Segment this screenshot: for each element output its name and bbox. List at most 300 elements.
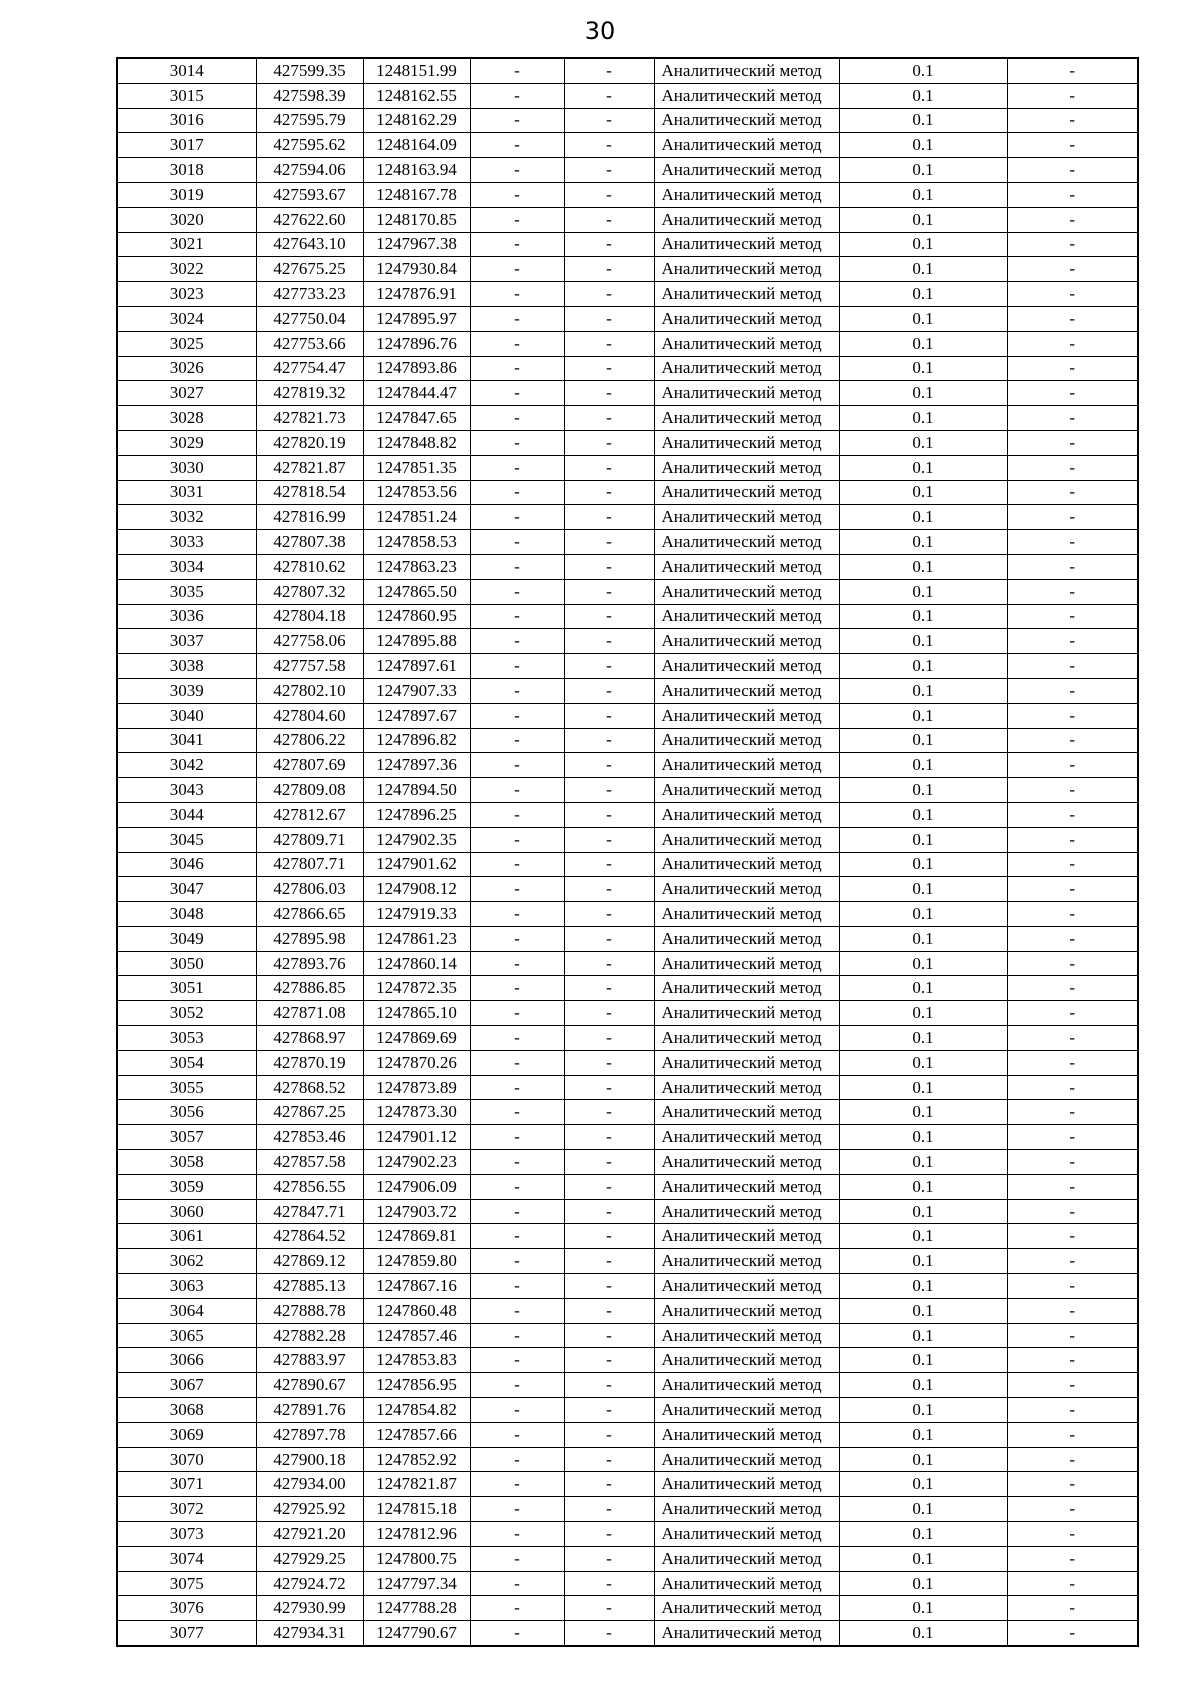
x-coordinate-cell: 427807.71 [256,852,363,877]
empty-cell-2: - [564,1522,654,1547]
point-number-cell: 3074 [117,1546,256,1571]
empty-cell-3: - [1007,158,1138,183]
x-coordinate-cell: 427757.58 [256,654,363,679]
empty-cell-3: - [1007,207,1138,232]
accuracy-cell: 0.1 [839,430,1007,455]
method-cell: Аналитический метод [654,1373,839,1398]
table-row [117,133,1138,158]
empty-cell-2: - [564,133,654,158]
table-row [117,257,1138,282]
empty-cell-3: - [1007,1100,1138,1125]
empty-cell-1: - [470,728,564,753]
empty-cell-1: - [470,1373,564,1398]
table-row [117,678,1138,703]
empty-cell-1: - [470,331,564,356]
method-cell: Аналитический метод [654,406,839,431]
empty-cell-1: - [470,306,564,331]
point-number-cell: 3067 [117,1373,256,1398]
table-row [117,158,1138,183]
empty-cell-1: - [470,778,564,803]
empty-cell-2: - [564,654,654,679]
point-number-cell: 3051 [117,976,256,1001]
accuracy-cell: 0.1 [839,1026,1007,1051]
method-cell: Аналитический метод [654,877,839,902]
accuracy-cell: 0.1 [839,381,1007,406]
empty-cell-2: - [564,1298,654,1323]
empty-cell-2: - [564,1150,654,1175]
y-coordinate-cell: 1247895.97 [363,306,470,331]
accuracy-cell: 0.1 [839,1422,1007,1447]
empty-cell-2: - [564,902,654,927]
x-coordinate-cell: 427809.08 [256,778,363,803]
point-number-cell: 3069 [117,1422,256,1447]
method-cell: Аналитический метод [654,356,839,381]
y-coordinate-cell: 1247907.33 [363,678,470,703]
method-cell: Аналитический метод [654,1150,839,1175]
table-row [117,753,1138,778]
empty-cell-3: - [1007,654,1138,679]
point-number-cell: 3023 [117,282,256,307]
point-number-cell: 3015 [117,83,256,108]
accuracy-cell: 0.1 [839,232,1007,257]
empty-cell-1: - [470,1522,564,1547]
point-number-cell: 3044 [117,802,256,827]
empty-cell-2: - [564,182,654,207]
table-row [117,827,1138,852]
method-cell: Аналитический метод [654,257,839,282]
table-row [117,108,1138,133]
empty-cell-2: - [564,505,654,530]
accuracy-cell: 0.1 [839,306,1007,331]
x-coordinate-cell: 427871.08 [256,1001,363,1026]
empty-cell-2: - [564,530,654,555]
table-row [117,554,1138,579]
empty-cell-2: - [564,1422,654,1447]
x-coordinate-cell: 427804.18 [256,604,363,629]
x-coordinate-cell: 427733.23 [256,282,363,307]
method-cell: Аналитический метод [654,1001,839,1026]
table-row [117,852,1138,877]
empty-cell-1: - [470,480,564,505]
point-number-cell: 3057 [117,1125,256,1150]
x-coordinate-cell: 427820.19 [256,430,363,455]
table-row [117,579,1138,604]
empty-cell-3: - [1007,1249,1138,1274]
accuracy-cell: 0.1 [839,1100,1007,1125]
empty-cell-1: - [470,133,564,158]
empty-cell-3: - [1007,678,1138,703]
accuracy-cell: 0.1 [839,1621,1007,1646]
empty-cell-2: - [564,703,654,728]
table-row [117,703,1138,728]
table-row [117,430,1138,455]
table-row [117,976,1138,1001]
accuracy-cell: 0.1 [839,1174,1007,1199]
empty-cell-2: - [564,554,654,579]
x-coordinate-cell: 427818.54 [256,480,363,505]
empty-cell-3: - [1007,604,1138,629]
empty-cell-1: - [470,58,564,83]
accuracy-cell: 0.1 [839,554,1007,579]
point-number-cell: 3058 [117,1150,256,1175]
x-coordinate-cell: 427754.47 [256,356,363,381]
empty-cell-2: - [564,1596,654,1621]
empty-cell-1: - [470,1323,564,1348]
table-row [117,1249,1138,1274]
x-coordinate-cell: 427900.18 [256,1447,363,1472]
accuracy-cell: 0.1 [839,282,1007,307]
coordinates-table [116,57,1139,1647]
x-coordinate-cell: 427847.71 [256,1199,363,1224]
point-number-cell: 3020 [117,207,256,232]
empty-cell-1: - [470,1398,564,1423]
empty-cell-3: - [1007,976,1138,1001]
empty-cell-2: - [564,1199,654,1224]
y-coordinate-cell: 1247851.35 [363,455,470,480]
empty-cell-2: - [564,480,654,505]
table-row [117,58,1138,83]
point-number-cell: 3042 [117,753,256,778]
point-number-cell: 3060 [117,1199,256,1224]
method-cell: Аналитический метод [654,728,839,753]
empty-cell-2: - [564,1398,654,1423]
table-row [117,1298,1138,1323]
accuracy-cell: 0.1 [839,1274,1007,1299]
accuracy-cell: 0.1 [839,1497,1007,1522]
point-number-cell: 3050 [117,951,256,976]
y-coordinate-cell: 1247896.25 [363,802,470,827]
table-row [117,1001,1138,1026]
method-cell: Аналитический метод [654,827,839,852]
y-coordinate-cell: 1247797.34 [363,1571,470,1596]
method-cell: Аналитический метод [654,1546,839,1571]
point-number-cell: 3019 [117,182,256,207]
empty-cell-1: - [470,678,564,703]
method-cell: Аналитический метод [654,381,839,406]
x-coordinate-cell: 427594.06 [256,158,363,183]
empty-cell-1: - [470,1447,564,1472]
table-row [117,877,1138,902]
empty-cell-3: - [1007,579,1138,604]
method-cell: Аналитический метод [654,505,839,530]
empty-cell-1: - [470,1075,564,1100]
table-row [117,1546,1138,1571]
table-row [117,232,1138,257]
empty-cell-1: - [470,951,564,976]
accuracy-cell: 0.1 [839,926,1007,951]
y-coordinate-cell: 1247863.23 [363,554,470,579]
empty-cell-3: - [1007,1546,1138,1571]
method-cell: Аналитический метод [654,1422,839,1447]
accuracy-cell: 0.1 [839,505,1007,530]
accuracy-cell: 0.1 [839,877,1007,902]
empty-cell-3: - [1007,331,1138,356]
empty-cell-3: - [1007,554,1138,579]
method-cell: Аналитический метод [654,629,839,654]
accuracy-cell: 0.1 [839,182,1007,207]
x-coordinate-cell: 427866.65 [256,902,363,927]
method-cell: Аналитический метод [654,1100,839,1125]
empty-cell-3: - [1007,926,1138,951]
accuracy-cell: 0.1 [839,802,1007,827]
table-row [117,1422,1138,1447]
method-cell: Аналитический метод [654,1274,839,1299]
accuracy-cell: 0.1 [839,629,1007,654]
accuracy-cell: 0.1 [839,108,1007,133]
x-coordinate-cell: 427804.60 [256,703,363,728]
accuracy-cell: 0.1 [839,852,1007,877]
point-number-cell: 3068 [117,1398,256,1423]
x-coordinate-cell: 427806.22 [256,728,363,753]
method-cell: Аналитический метод [654,778,839,803]
method-cell: Аналитический метод [654,430,839,455]
empty-cell-3: - [1007,1522,1138,1547]
point-number-cell: 3048 [117,902,256,927]
empty-cell-2: - [564,455,654,480]
y-coordinate-cell: 1247896.82 [363,728,470,753]
method-cell: Аналитический метод [654,1075,839,1100]
table-row [117,1373,1138,1398]
method-cell: Аналитический метод [654,703,839,728]
x-coordinate-cell: 427810.62 [256,554,363,579]
x-coordinate-cell: 427821.73 [256,406,363,431]
x-coordinate-cell: 427856.55 [256,1174,363,1199]
point-number-cell: 3030 [117,455,256,480]
empty-cell-1: - [470,1100,564,1125]
empty-cell-2: - [564,926,654,951]
empty-cell-3: - [1007,1050,1138,1075]
empty-cell-3: - [1007,133,1138,158]
x-coordinate-cell: 427864.52 [256,1224,363,1249]
accuracy-cell: 0.1 [839,83,1007,108]
x-coordinate-cell: 427867.25 [256,1100,363,1125]
method-cell: Аналитический метод [654,1174,839,1199]
method-cell: Аналитический метод [654,1199,839,1224]
y-coordinate-cell: 1247853.56 [363,480,470,505]
empty-cell-2: - [564,1373,654,1398]
y-coordinate-cell: 1247857.66 [363,1422,470,1447]
empty-cell-2: - [564,802,654,827]
y-coordinate-cell: 1247872.35 [363,976,470,1001]
point-number-cell: 3033 [117,530,256,555]
empty-cell-3: - [1007,1199,1138,1224]
empty-cell-1: - [470,1422,564,1447]
accuracy-cell: 0.1 [839,951,1007,976]
point-number-cell: 3043 [117,778,256,803]
table-row [117,505,1138,530]
empty-cell-3: - [1007,182,1138,207]
point-number-cell: 3056 [117,1100,256,1125]
y-coordinate-cell: 1247860.48 [363,1298,470,1323]
empty-cell-3: - [1007,902,1138,927]
point-number-cell: 3055 [117,1075,256,1100]
method-cell: Аналитический метод [654,1348,839,1373]
accuracy-cell: 0.1 [839,579,1007,604]
empty-cell-3: - [1007,430,1138,455]
point-number-cell: 3054 [117,1050,256,1075]
point-number-cell: 3035 [117,579,256,604]
method-cell: Аналитический метод [654,678,839,703]
x-coordinate-cell: 427753.66 [256,331,363,356]
empty-cell-1: - [470,1125,564,1150]
empty-cell-1: - [470,902,564,927]
empty-cell-3: - [1007,1621,1138,1646]
empty-cell-1: - [470,530,564,555]
empty-cell-1: - [470,1571,564,1596]
table-row [117,654,1138,679]
empty-cell-3: - [1007,1447,1138,1472]
x-coordinate-cell: 427885.13 [256,1274,363,1299]
y-coordinate-cell: 1247821.87 [363,1472,470,1497]
method-cell: Аналитический метод [654,83,839,108]
point-number-cell: 3028 [117,406,256,431]
empty-cell-1: - [470,852,564,877]
method-cell: Аналитический метод [654,331,839,356]
x-coordinate-cell: 427809.71 [256,827,363,852]
method-cell: Аналитический метод [654,1571,839,1596]
empty-cell-3: - [1007,802,1138,827]
x-coordinate-cell: 427934.31 [256,1621,363,1646]
empty-cell-3: - [1007,406,1138,431]
point-number-cell: 3037 [117,629,256,654]
y-coordinate-cell: 1247852.92 [363,1447,470,1472]
empty-cell-1: - [470,877,564,902]
point-number-cell: 3076 [117,1596,256,1621]
y-coordinate-cell: 1247847.65 [363,406,470,431]
empty-cell-1: - [470,1026,564,1051]
accuracy-cell: 0.1 [839,1373,1007,1398]
x-coordinate-cell: 427869.12 [256,1249,363,1274]
method-cell: Аналитический метод [654,902,839,927]
empty-cell-2: - [564,381,654,406]
accuracy-cell: 0.1 [839,1001,1007,1026]
point-number-cell: 3017 [117,133,256,158]
empty-cell-2: - [564,604,654,629]
empty-cell-2: - [564,753,654,778]
x-coordinate-cell: 427816.99 [256,505,363,530]
accuracy-cell: 0.1 [839,827,1007,852]
empty-cell-2: - [564,951,654,976]
empty-cell-3: - [1007,530,1138,555]
method-cell: Аналитический метод [654,802,839,827]
empty-cell-2: - [564,207,654,232]
empty-cell-1: - [470,1497,564,1522]
accuracy-cell: 0.1 [839,1348,1007,1373]
point-number-cell: 3021 [117,232,256,257]
empty-cell-3: - [1007,778,1138,803]
empty-cell-3: - [1007,1323,1138,1348]
point-number-cell: 3032 [117,505,256,530]
accuracy-cell: 0.1 [839,257,1007,282]
accuracy-cell: 0.1 [839,678,1007,703]
method-cell: Аналитический метод [654,1298,839,1323]
table-row [117,455,1138,480]
empty-cell-2: - [564,108,654,133]
empty-cell-1: - [470,1596,564,1621]
method-cell: Аналитический метод [654,1026,839,1051]
empty-cell-3: - [1007,1422,1138,1447]
method-cell: Аналитический метод [654,207,839,232]
x-coordinate-cell: 427930.99 [256,1596,363,1621]
x-coordinate-cell: 427893.76 [256,951,363,976]
y-coordinate-cell: 1247894.50 [363,778,470,803]
empty-cell-3: - [1007,381,1138,406]
y-coordinate-cell: 1248162.55 [363,83,470,108]
y-coordinate-cell: 1247851.24 [363,505,470,530]
empty-cell-3: - [1007,951,1138,976]
y-coordinate-cell: 1247788.28 [363,1596,470,1621]
accuracy-cell: 0.1 [839,1398,1007,1423]
table-row [117,306,1138,331]
point-number-cell: 3063 [117,1274,256,1299]
empty-cell-2: - [564,629,654,654]
method-cell: Аналитический метод [654,480,839,505]
y-coordinate-cell: 1247859.80 [363,1249,470,1274]
empty-cell-1: - [470,1621,564,1646]
empty-cell-2: - [564,1621,654,1646]
y-coordinate-cell: 1247853.83 [363,1348,470,1373]
empty-cell-2: - [564,257,654,282]
empty-cell-1: - [470,430,564,455]
empty-cell-1: - [470,232,564,257]
empty-cell-1: - [470,976,564,1001]
x-coordinate-cell: 427886.85 [256,976,363,1001]
empty-cell-2: - [564,1447,654,1472]
point-number-cell: 3075 [117,1571,256,1596]
empty-cell-2: - [564,158,654,183]
point-number-cell: 3025 [117,331,256,356]
y-coordinate-cell: 1247800.75 [363,1546,470,1571]
empty-cell-2: - [564,1571,654,1596]
accuracy-cell: 0.1 [839,976,1007,1001]
method-cell: Аналитический метод [654,530,839,555]
y-coordinate-cell: 1247896.76 [363,331,470,356]
x-coordinate-cell: 427890.67 [256,1373,363,1398]
y-coordinate-cell: 1248163.94 [363,158,470,183]
empty-cell-2: - [564,1249,654,1274]
point-number-cell: 3040 [117,703,256,728]
empty-cell-3: - [1007,1571,1138,1596]
x-coordinate-cell: 427882.28 [256,1323,363,1348]
x-coordinate-cell: 427895.98 [256,926,363,951]
y-coordinate-cell: 1247858.53 [363,530,470,555]
accuracy-cell: 0.1 [839,753,1007,778]
table-row [117,207,1138,232]
point-number-cell: 3036 [117,604,256,629]
method-cell: Аналитический метод [654,1497,839,1522]
empty-cell-2: - [564,1348,654,1373]
method-cell: Аналитический метод [654,455,839,480]
empty-cell-1: - [470,207,564,232]
y-coordinate-cell: 1247903.72 [363,1199,470,1224]
accuracy-cell: 0.1 [839,1447,1007,1472]
x-coordinate-cell: 427802.10 [256,678,363,703]
table-row [117,1100,1138,1125]
x-coordinate-cell: 427888.78 [256,1298,363,1323]
empty-cell-2: - [564,1125,654,1150]
table-row [117,83,1138,108]
point-number-cell: 3027 [117,381,256,406]
empty-cell-2: - [564,1050,654,1075]
table-row [117,406,1138,431]
empty-cell-3: - [1007,505,1138,530]
table-row [117,1026,1138,1051]
empty-cell-2: - [564,1274,654,1299]
method-cell: Аналитический метод [654,306,839,331]
empty-cell-2: - [564,678,654,703]
empty-cell-1: - [470,1150,564,1175]
empty-cell-1: - [470,83,564,108]
